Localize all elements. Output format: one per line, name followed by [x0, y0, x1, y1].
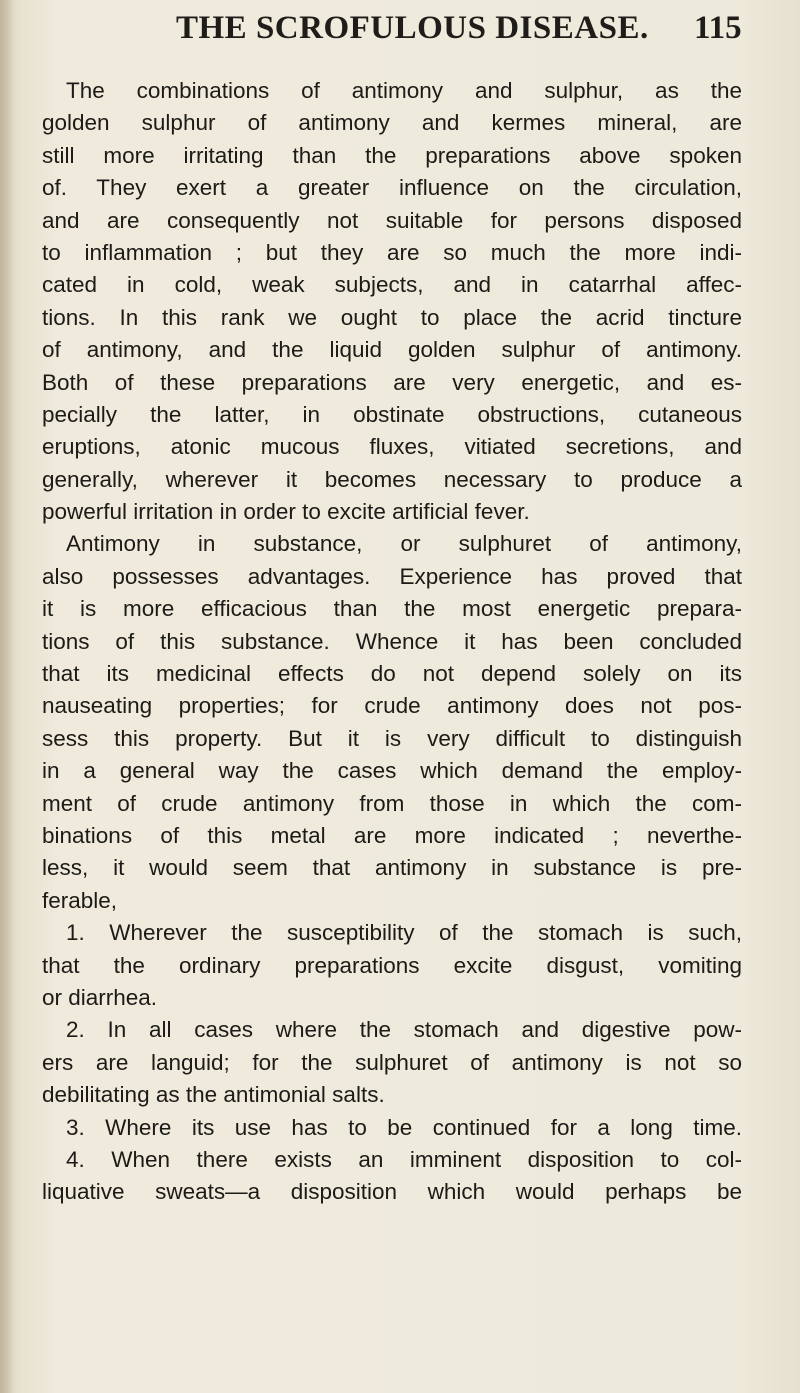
text-line: 1. Wherever the susceptibility of the stomach is such,: [66, 920, 742, 946]
text-line: cated in cold, weak subjects, and in catarrhal affec-: [42, 272, 742, 298]
text-line: 4. When there exists an imminent disposition to col-: [66, 1146, 742, 1172]
text-line: ment of crude antimony from those in which the com-: [42, 790, 742, 816]
text-line: and are consequently not suitable for persons disposed: [42, 207, 742, 233]
text-line: less, it would seem that antimony in substance is pre-: [42, 855, 742, 881]
text-line: eruptions, atonic mucous fluxes, vitiated secretions, and: [42, 434, 742, 460]
text-line: tions of this substance. Whence it has been concluded: [42, 628, 742, 654]
text-line: that its medicinal effects do not depend solely on its: [42, 661, 742, 687]
page-number: 115: [694, 10, 742, 46]
text-line: pecially the latter, in obstinate obstructions, cutaneous: [42, 401, 742, 427]
text-line: nauseating properties; for crude antimony does not pos-: [42, 693, 742, 719]
text-line: of. They exert a greater influence on the circulation,: [42, 175, 742, 201]
text-line: The combinations of antimony and sulphur, as the: [66, 78, 742, 103]
text-line: 3. Where its use has to be continued for a long time.: [66, 1114, 742, 1140]
text-line: in a general way the cases which demand the employ-: [42, 758, 742, 784]
text-line: debilitating as the antimonial salts.: [42, 1082, 385, 1108]
text-line: binations of this metal are more indicated ; neverthe-: [42, 822, 742, 848]
text-line: also possesses advantages. Experience has proved that: [42, 563, 742, 589]
text-line: of antimony, and the liquid golden sulphur of antimony.: [42, 337, 742, 363]
body-text: [42, 75, 742, 1209]
running-head-title: THE SCROFULOUS DISEASE.: [176, 10, 649, 46]
text-line: powerful irritation in order to excite artificial fever.: [42, 499, 530, 525]
text-line: still more irritating than the preparations above spoken: [42, 142, 742, 168]
text-line: golden sulphur of antimony and kermes mineral, are: [42, 110, 742, 136]
binding-shadow: [0, 0, 14, 1393]
text-line: tions. In this rank we ought to place the acrid tincture: [42, 304, 742, 330]
text-line: to inflammation ; but they are so much the more indi-: [42, 239, 742, 265]
text-line: ferable,: [42, 887, 118, 913]
text-line: Both of these preparations are very energetic, and es-: [42, 369, 742, 395]
text-line: generally, wherever it becomes necessary to produce a: [42, 466, 742, 492]
text-line: ers are languid; for the sulphuret of antimony is not so: [42, 1049, 742, 1075]
text-line: or diarrhea.: [42, 984, 158, 1010]
running-header: [0, 10, 800, 50]
text-line: that the ordinary preparations excite disgust, vomiting: [42, 952, 742, 978]
text-line: sess this property. But it is very difficult to distinguish: [42, 725, 742, 751]
text-line: 2. In all cases where the stomach and digestive pow-: [66, 1017, 742, 1043]
text-line: liquative sweats—a disposition which would perhaps be: [42, 1179, 742, 1205]
text-line: Antimony in substance, or sulphuret of antimony,: [66, 531, 742, 557]
text-line: it is more efficacious than the most energetic prepara-: [42, 596, 742, 622]
